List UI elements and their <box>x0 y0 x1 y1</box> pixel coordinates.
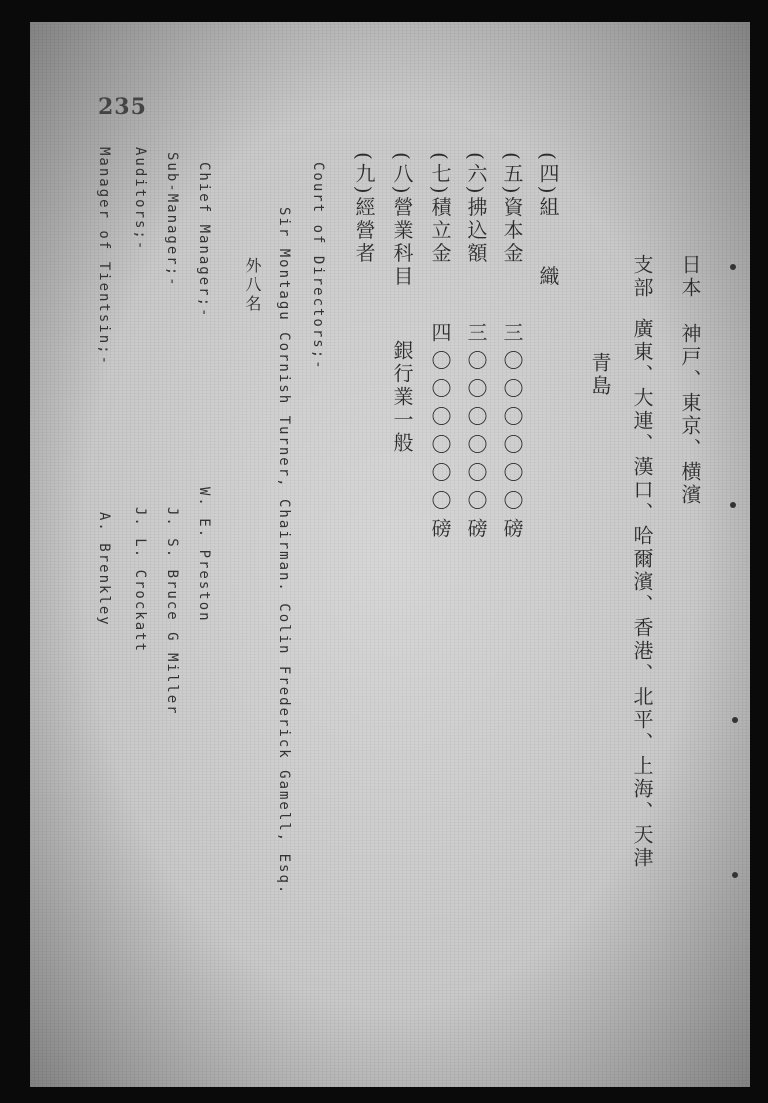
branches-label: 支部 <box>630 254 654 300</box>
item-paidup-value: 三〇〇〇〇〇〇磅 <box>464 322 488 546</box>
item-organization-label: (四)組 織 <box>536 152 560 289</box>
item-capital-label: (五)資本金 <box>500 152 524 266</box>
item-paidup-label: (六)拂込額 <box>464 152 488 266</box>
officer-name-chief-manager: W. E. Preston <box>196 487 212 623</box>
item-business-value: 銀行業一般 <box>390 340 414 455</box>
court-chair-line: Sir Montagu Cornish Turner, Chairman. Colin Frederick Gamell, Esq. <box>276 207 292 896</box>
binding-mark <box>730 502 736 508</box>
branch-japan-line: 日本 神戸、東京、横濱 <box>678 254 702 507</box>
officer-name-sub-manager: J. S. Bruce G Miller <box>164 507 180 716</box>
branch-china-line: 廣東、大連、漢口、哈爾濱、香港、北平、上海、天津 <box>630 318 654 870</box>
court-heading: Court of Directors;- <box>310 162 326 371</box>
item-reserve-label: (七)積立金 <box>428 152 452 266</box>
binding-mark <box>732 717 738 723</box>
officer-role-auditors: Auditors;- <box>132 147 148 252</box>
binding-mark <box>732 872 738 878</box>
officer-role-manager-tientsin: Manager of Tientsin;- <box>96 147 112 367</box>
officer-name-auditors: J. L. Crockatt <box>132 507 148 654</box>
item-management-label: (九)經營者 <box>352 152 376 266</box>
branch-line-3: 青島 <box>588 352 612 398</box>
officer-role-chief-manager: Chief Manager;- <box>196 162 212 319</box>
item-capital-value: 三〇〇〇〇〇〇磅 <box>500 322 524 546</box>
document-page <box>30 22 750 1087</box>
item-business-label: (八)營業科目 <box>390 152 414 289</box>
court-others: 外八名 <box>243 257 262 314</box>
officer-role-sub-manager: Sub-Manager;- <box>164 152 180 288</box>
page-number: 235 <box>98 94 147 120</box>
binding-mark <box>730 264 736 270</box>
officer-name-manager-tientsin: A. Brenkley <box>96 512 112 627</box>
item-reserve-value: 四〇〇〇〇〇〇磅 <box>428 322 452 546</box>
